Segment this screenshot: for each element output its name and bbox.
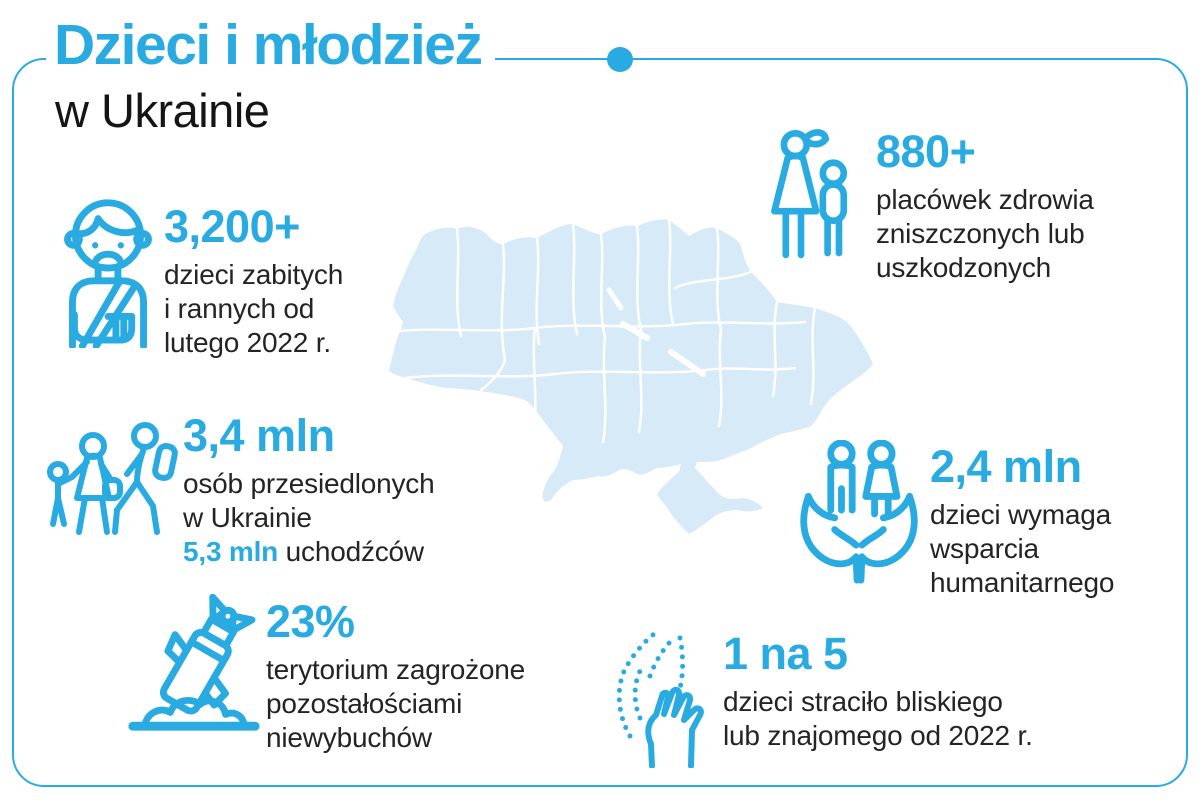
stat-line: placówek zdrowia (876, 183, 1094, 215)
stat-line: uszkodzonych (876, 251, 1052, 283)
stat-line: pozostałościami (266, 687, 463, 719)
woman-child-icon (763, 126, 858, 266)
stat-value: 880+ (876, 126, 976, 177)
hands-children-icon (795, 440, 923, 586)
stat-loss-of-loved-ones (723, 630, 1033, 753)
stat-line: humanitarnego (930, 566, 1115, 598)
stat-value: 3,4 mln (183, 410, 335, 461)
stat-value: 1 na 5 (723, 628, 848, 679)
loss-hands-icon (606, 618, 721, 768)
refugees-value: 5,3 mln (183, 535, 279, 567)
stat-line: lutego 2022 r. (164, 326, 331, 358)
stat-line: i rannych od (164, 292, 315, 324)
stat-health-facilities (876, 128, 1094, 285)
stat-line: dzieci zabitych (164, 258, 344, 290)
stat-injured-children (164, 203, 343, 360)
stat-value: 2,4 mln (930, 441, 1082, 492)
stat-displaced-people (183, 412, 434, 569)
stat-value: 23% (266, 596, 355, 647)
stat-line: w Ukrainie (183, 501, 312, 533)
page-subtitle: w Ukrainie (55, 84, 279, 138)
stat-line: osób przesiedlonych (183, 467, 435, 499)
stat-line: dzieci straciło bliskiego (723, 685, 1003, 717)
stat-line: dzieci wymaga (930, 498, 1112, 530)
refugees-label: uchodźców (278, 535, 424, 567)
stat-line: niewybuchów (266, 721, 432, 753)
title-wrap (46, 14, 495, 77)
stat-unexploded-ordnance (266, 598, 525, 755)
stat-line-refugees (183, 535, 434, 569)
bomb-icon (124, 594, 264, 742)
page-title: Dzieci i młodzież (54, 13, 482, 77)
stat-line: lub znajomego od 2022 r. (723, 719, 1033, 751)
stat-line: zniszczonych lub (876, 217, 1085, 249)
stat-line: wsparcia (930, 532, 1039, 564)
stat-line: terytorium zagrożone (266, 653, 526, 685)
injured-child-icon (46, 190, 171, 348)
stat-humanitarian-support (930, 443, 1114, 600)
stat-value: 3,200+ (164, 201, 300, 252)
title-accent-dot (607, 47, 633, 72)
family-walking-icon (45, 420, 185, 540)
